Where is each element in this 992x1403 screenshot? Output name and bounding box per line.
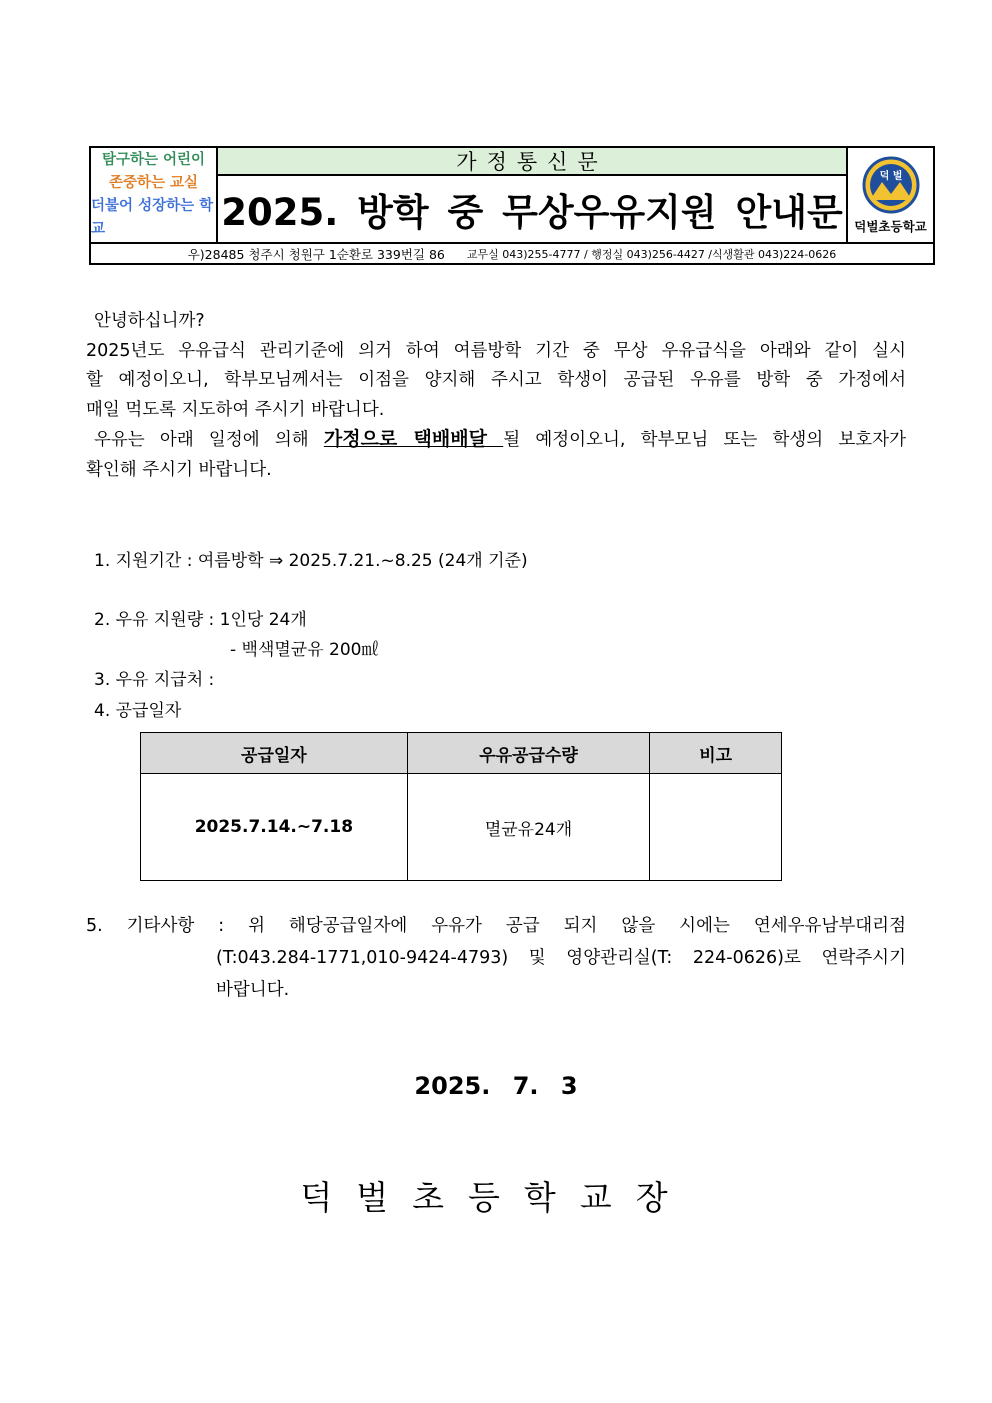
intro-paragraph xyxy=(86,307,906,485)
table-row xyxy=(141,774,782,881)
school-address: 우)28485 청주시 청원구 1순환로 339번길 86 xyxy=(187,246,445,262)
school-motto xyxy=(91,148,218,242)
issue-date: 2025. 7. 3 xyxy=(414,1072,578,1100)
school-emblem-icon xyxy=(856,156,926,214)
greeting: 안녕하십니까? xyxy=(94,311,205,331)
other-notes xyxy=(86,910,906,1006)
delivery-emphasis: 가정으로 택배배달 xyxy=(323,428,504,450)
item-milk-type: - 백색멸균유 200㎖ xyxy=(230,640,379,660)
item-support-period: 1. 지원기간 : 여름방학 ⇒ 2025.7.21.~8.25 (24개 기준) xyxy=(94,551,528,571)
item-supply-place: 3. 우유 지급처 : xyxy=(94,670,215,690)
school-logo-cell xyxy=(846,148,933,242)
item-milk-amount: 2. 우유 지원량 : 1인당 24개 xyxy=(94,610,307,630)
page-title: 2025. 방학 중 무상우유지원 안내문 xyxy=(221,191,843,234)
address-bar xyxy=(91,242,933,263)
school-contact: 교무실 043)255-4777 / 행정실 043)256-4427 /식생활관 043)224-0626 xyxy=(466,247,837,261)
logo-text: 덕 벌 xyxy=(879,171,902,182)
motto-line-2: 존중하는 교실 xyxy=(108,175,199,191)
header-note: 비고 xyxy=(650,733,782,774)
intro-line-3: 매일 먹도록 지도하여 주시기 바랍니다. xyxy=(86,399,385,420)
header-quantity: 우유공급수량 xyxy=(407,733,649,774)
cell-note xyxy=(650,774,782,881)
notes-line-2: (T:043.284-1771,010-9424-4793) 및 영양관리실(T: 224-0626)로 연락주시기 xyxy=(216,948,906,968)
cell-supply-date: 2025.7.14.~7.18 xyxy=(141,774,408,881)
school-name: 덕벌초등학교 xyxy=(854,219,927,234)
principal-signature: 덕벌초등학교장 xyxy=(300,1178,692,1217)
table-header-row xyxy=(141,733,782,774)
delivery-before: 우유는 아래 일정에 의해 xyxy=(94,430,324,450)
delivery-after: 될 예정이오니, 학부모님 또는 학생의 보호자가 xyxy=(503,430,906,450)
intro-line-2: 할 예정이오니, 학부모님께서는 이점을 양지해 주시고 학생이 공급된 우유를 방학 중 가정에서 xyxy=(86,370,906,390)
item-supply-date: 4. 공급일자 xyxy=(94,701,182,721)
intro-line-1: 2025년도 우유급식 관리기준에 의거 하여 여름방학 기간 중 무상 우유급식을 아래와 같이 실시 xyxy=(86,340,906,361)
letter-header xyxy=(89,146,935,265)
header-supply-date: 공급일자 xyxy=(141,733,408,774)
supply-table xyxy=(140,732,782,881)
delivery-line xyxy=(86,425,906,456)
notes-line-3: 바랍니다. xyxy=(216,980,290,1000)
newsletter-label: 가정통신문 xyxy=(218,148,846,176)
cell-quantity: 멸균유24개 xyxy=(407,774,649,881)
delivery-line-2: 확인해 주시기 바랍니다. xyxy=(86,459,272,480)
motto-line-1: 탐구하는 어린이 xyxy=(101,152,206,168)
motto-line-3: 더불어 성장하는 학교 xyxy=(91,198,214,237)
notes-line-1: 5. 기타사항 : 위 해당공급일자에 우유가 공급 되지 않을 시에는 연세우유남부대리점 xyxy=(86,916,906,936)
